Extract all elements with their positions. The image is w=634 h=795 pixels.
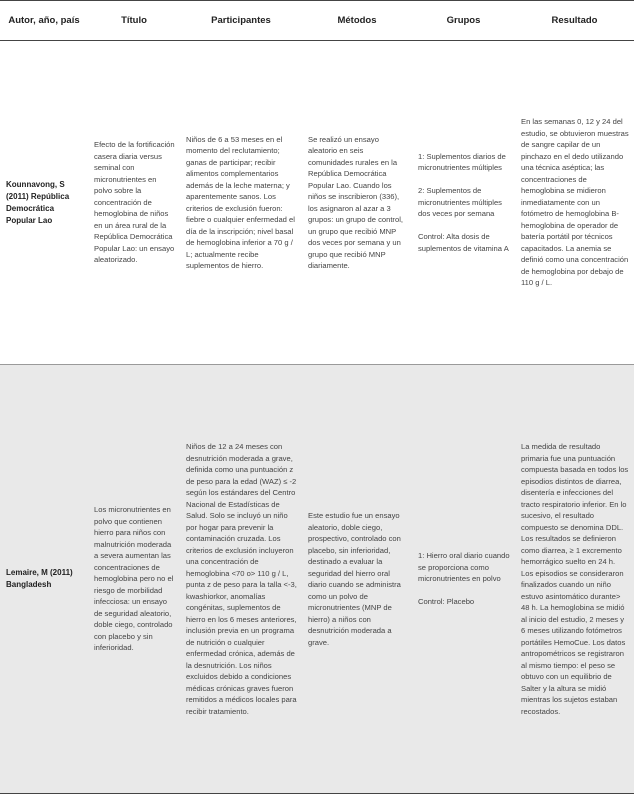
participants-cell: Niños de 12 a 24 meses con desnutrición moderada a grave, definida como una puntuación z de peso para la edad (WAZ) ≤ -2 según los estándares del Centro Nacional de Estadísticas de Salud. Solo se incluyó un niño por hogar para prevenir la contaminación cruzada. Los criterios de exclusión incluyeron una concentración de hemoglobina <70 o> 110 g / L, punta z de peso para la talla <-3, kwashiorkor, anomalías congénitas, suplementos de hierro en los 6 meses anteriores, inclusión previa en un programa de nutrición o cualquier enfermedad crónica, además de la desnutrición. Los niños excluidos debido a condiciones médicas crónicas graves fueron remitidos a médicos locales para recibir tratamiento.	[180, 365, 302, 794]
header-row	[0, 1, 634, 41]
result-cell: La medida de resultado primaria fue una puntuación compuesta basada en todos los episodios distintos de diarrea, disentería e infecciones del tracto respiratorio inferior. En lo sucesivo, el resultado compuesto se denomina DDL. Los resultados se definieron como diarrea, ≥ 1 excremento hemorrágico suelto en 24 h. Los episodios se consideraron finalizados cuando un niño estuvo asintomático durante> 48 h. La hemoglobina se midió al inicio del estudio, 2 meses y 6 meses utilizando fotómetros portátiles HemoCue. Los datos antropométricos se registraron al mismo tiempo: el peso se obtuvo con un equilibrio de Salter y la altura se midió mientras los sujetos estaban recostados.	[515, 365, 634, 794]
header-title: Título	[88, 1, 180, 41]
author-cell: Lemaire, M (2011) Bangladesh	[0, 365, 88, 794]
table-row	[0, 41, 634, 365]
group-item: Control: Placebo	[418, 597, 475, 607]
group-item: Control: Alta dosis de suplementos de vitamina A	[418, 232, 509, 253]
header-participants: Participantes	[180, 1, 302, 41]
group-item: 1: Hierro oral diario cuando se proporciona como micronutrientes en polvo	[418, 551, 510, 584]
header-groups: Grupos	[412, 1, 515, 41]
result-cell: En las semanas 0, 12 y 24 del estudio, se obtuvieron muestras de sangre capilar de un pinchazo en el dedo utilizando una técnica aséptica; las concentraciones de hemoglobina se midieron inmediatamente con un fotómetro de hemoglobina B-hemoglobina de operador de batería portátil por técnicos capacitados. La anemia se definió como una concentración de hemoglobina por debajo de 110 g / L.	[515, 41, 634, 365]
methods-cell: Este estudio fue un ensayo aleatorio, doble ciego, prospectivo, controlado con placebo, sin inferioridad, destinado a evaluar la seguridad del hierro oral diario cuando se administra como un polvo de micronutrientes (MNP de hierro) a niños con desnutrición moderada a grave.	[302, 365, 412, 794]
methods-cell: Se realizó un ensayo aleatorio en seis comunidades rurales en la República Democrática Popular Lao. Cuando los niños se inscribieron (336), los asignaron al azar a 3 grupos: un grupo de control, un grupo que recibió MNP dos veces por semana y un grupo que recibió MNP diariamente.	[302, 41, 412, 365]
groups-cell	[412, 365, 515, 794]
header-author: Autor, año, país	[0, 1, 88, 41]
table-row	[0, 365, 634, 794]
group-item: 2: Suplementos de micronutrientes múltiples dos veces por semana	[418, 186, 502, 219]
participants-cell: Niños de 6 a 53 meses en el momento del reclutamiento; ganas de participar; recibir alimentos complementarios además de la leche materna; y aparentemente sanos. Los criterios de exclusión fueron: fiebre o cualquier enfermedad el día de la inscripción; nivel basal de hemoglobina inferior a 70 g / L; actualmente recibe suplementos de hierro.	[180, 41, 302, 365]
title-cell: Los micronutrientes en polvo que contienen hierro para niños con malnutrición moderada a severa aumentan las concentraciones de hemoglobina pero no el riesgo de morbilidad infecciosa: un ensayo de seguridad aleatorio, doble ciego, controlado con placebo y sin inferioridad.	[88, 365, 180, 794]
groups-cell	[412, 41, 515, 365]
header-methods: Métodos	[302, 1, 412, 41]
group-item: 1: Suplementos diarios de micronutrientes múltiples	[418, 151, 506, 173]
header-result: Resultado	[515, 1, 634, 41]
author-cell: Kounnavong, S (2011) República Democrática Popular Lao	[0, 41, 88, 365]
title-cell: Efecto de la fortificación casera diaria versus seminal con micronutrientes en polvo sobre la concentración de hemoglobina de niños en un área rural de la República Democrática Popular Lao: un ensayo aleatorizado.	[88, 41, 180, 365]
